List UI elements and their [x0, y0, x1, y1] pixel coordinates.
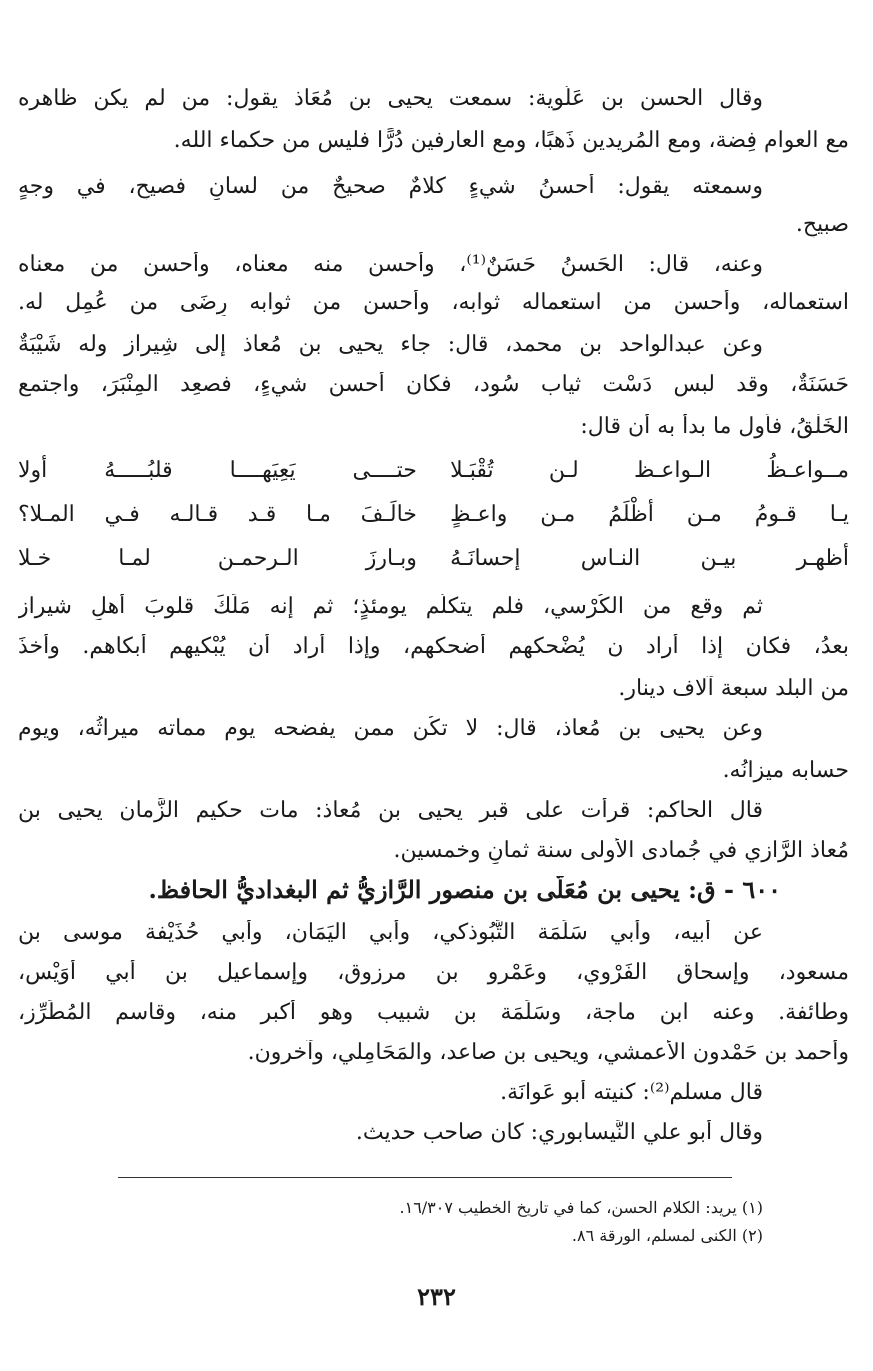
text-line: استعماله، وأحسن من استعماله ثوابه، وأحسن من ثوابه رِضَى من عُمِل له. — [18, 290, 849, 315]
text-line: مُعاذ الرَّازي في جُمادى الأولى سنة ثمانٍ وخمسين. — [393, 838, 849, 863]
poem-hemistich: أظهـر بيـن النـاس إحسانَـهُ — [450, 546, 849, 571]
text-line: قال الحاكم: قرأت على قبر يحيى بن مُعاذ: مات حكيم الزَّمان يحيى بن — [18, 798, 763, 823]
text-line: وعن عبدالواحد بن محمد، قال: جاء يحيى بن مُعاذ إلى شِيراز وله شَيْبَةٌ — [18, 332, 763, 357]
text-line: وأحمد بن حَمْدون الأعمشي، ويحيى بن صاعد، والمَحَامِلي، وآخرون. — [247, 1040, 849, 1065]
poem-hemistich: مــواعـظُ الـواعـظ لـن تُقْبَـلا — [450, 458, 849, 483]
poem-hemistich: حتــــى يَعِيَهــــا قلبُـــــهُ أولا — [18, 458, 417, 483]
text-line: الخَلْقُ، فأول ما بدأ به أن قال: — [580, 414, 849, 439]
page-number: ٢٣٢ — [417, 1282, 456, 1311]
text-line: حَسَنَةٌ، وقد لبس دَسْت ثياب سُود، فكان أحسن شيءٍ، فصعِد المِنْبَرَ، واجتمع — [18, 372, 849, 397]
text-line: وقال أبو علي النَّيسابوري: كان صاحب حديث. — [355, 1120, 763, 1145]
text-line: عن أبيه، وأبي سَلَمَة التَّبُوذكي، وأبي اليَمَان، وأبي حُذَيْفة موسى بن — [18, 920, 763, 945]
text-line: بعدُ، فكان إذا أراد ن يُضْحكهم أضحكهم، وإذا أراد أن يُبْكيهم أبكاهم. وأخذَ — [18, 634, 849, 659]
footnote: (١) يريد: الكلام الحسن، كما في تاريخ الخطيب ١٦/٣٠٧. — [399, 1198, 763, 1217]
text-line: مع العوام فِضة، ومع المُريدين ذَهبًا، ومع العارفين دُرًّا فليس من حكماء الله. — [173, 128, 849, 153]
poem-hemistich: وبـارزَ الـرحمـن لمـا خـلا — [18, 546, 417, 571]
poem-verse — [18, 458, 849, 484]
poem-verse — [18, 502, 849, 528]
poem-verse — [18, 546, 849, 572]
text-line: من البلد سبعة آلاف دينار. — [618, 676, 849, 701]
text-line: وعن يحيى بن مُعاذ، قال: لا تكُن ممن يفضحه يوم مماته ميراثُه، ويوم — [18, 716, 763, 741]
text-line: قال مسلم⁽²⁾: كنيته أبو عَوانَة. — [500, 1080, 763, 1105]
text-line: ثم وقع من الكُرْسي، فلم يتكلّم يومئذٍ؛ ثم إنه مَلَكَ قلوبَ أهلِ شيراز — [18, 594, 763, 619]
poem-hemistich: خالَـفَ مـا قـد قـالـه فـي المـلا؟ — [18, 502, 417, 527]
text-line: حسابه ميزانُه. — [722, 758, 849, 783]
poem-hemistich: يـا قـومُ مـن أظْلَمُ مـن واعـظٍ — [450, 502, 849, 527]
footnote-divider — [118, 1177, 732, 1178]
text-line: وسمعته يقول: أحسنُ شيءٍ كلامٌ صحيحٌ من لسانٍ فصيحٍ، في وجهٍ — [18, 174, 763, 199]
text-line: وقال الحسن بن عَلُّوية: سمعت يحيى بن مُعَاذ يقول: من لم يكن ظاهره — [18, 86, 763, 111]
footnote: (٢) الكنى لمسلم، الورقة ٨٦. — [571, 1226, 763, 1245]
text-line: صبيحٍ. — [795, 212, 849, 237]
text-line: مسعود، وإسحاق الفَرْوي، وعَمْرو بن مرزوق، وإسماعيل بن أبي أُوَيْس، — [18, 960, 849, 985]
text-line: وطائفة. وعنه ابن ماجة، وسَلَمَة بن شبيب وهو أكبر منه، وقاسم المُطَرِّز، — [18, 1000, 849, 1025]
text-line: وعنه، قال: الحَسنُ حَسَنٌ⁽¹⁾، وأحسن منه معناه، وأحسن من معناه — [18, 252, 763, 277]
entry-heading: ٦٠٠ - ق: يحيى بن مُعَلَّى بن منصور الرَّازيُّ ثم البغداديُّ الحافظ. — [148, 876, 781, 904]
